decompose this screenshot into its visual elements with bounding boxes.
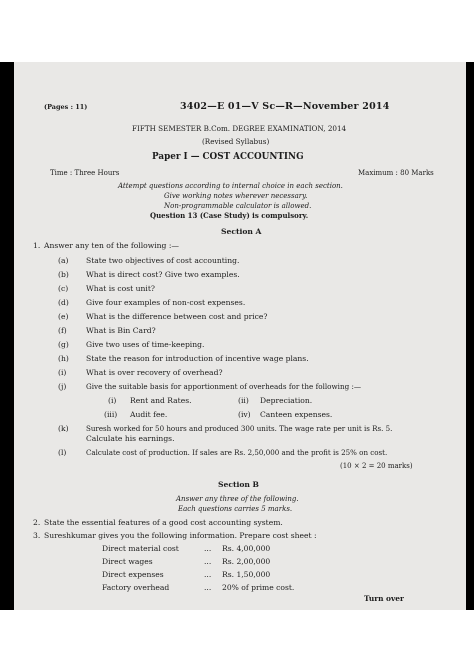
item-text: What is Bin Card?	[86, 326, 156, 335]
item-label: (d)	[58, 298, 69, 307]
top-margin	[0, 0, 474, 62]
subitem-text: Depreciation.	[260, 396, 313, 405]
paper-title: Paper I — COST ACCOUNTING	[152, 152, 304, 162]
instruction-4: Question 13 (Case Study) is compulsory.	[150, 211, 309, 220]
item-text: Give four examples of non-cost expenses.	[86, 298, 246, 307]
cost-row-dots: ...	[204, 570, 212, 579]
item-label: (i)	[58, 368, 67, 377]
section-b-title: Section B	[218, 480, 259, 489]
cost-row-value: 20% of prime cost.	[222, 583, 295, 592]
item-text: What is over recovery of overhead?	[86, 368, 223, 377]
semester-title: FIFTH SEMESTER B.Com. DEGREE EXAMINATION, 2014	[132, 124, 347, 133]
item-label: (j)	[58, 382, 67, 391]
exam-code: 3402—E 01—V Sc—R—November 2014	[180, 101, 390, 112]
subitem-text: Canteen expenses.	[260, 410, 333, 419]
item-text: What is cost unit?	[86, 284, 155, 293]
q3-text: Sureshkumar gives you the following information. Prepare cost sheet :	[44, 531, 317, 540]
item-label: (k)	[58, 424, 69, 433]
item-label: (b)	[58, 270, 69, 279]
cost-row-value: Rs. 2,00,000	[222, 557, 271, 566]
cost-row-value: Rs. 1,50,000	[222, 570, 271, 579]
cost-row-dots: ...	[204, 557, 212, 566]
section-a-title: Section A	[221, 227, 262, 236]
bottom-margin	[0, 610, 474, 670]
cost-row-dots: ...	[204, 583, 212, 592]
section-b-instruction-1: Answer any three of the following.	[176, 495, 299, 503]
instruction-2: Give working notes wherever necessary.	[164, 192, 308, 200]
subitem-label: (iv)	[238, 410, 251, 419]
cost-row-label: Direct expenses	[102, 570, 164, 579]
q2-text: State the essential features of a good cost accounting system.	[44, 518, 283, 527]
item-text: Give the suitable basis for apportionment of overheads for the following :—	[86, 382, 362, 391]
cost-row-label: Direct material cost	[102, 544, 179, 553]
item-text: Suresh worked for 50 hours and produced 300 units. The wage rate per unit is Rs. 5.	[86, 424, 393, 433]
item-text: Calculate cost of production. If sales are Rs. 2,50,000 and the profit is 25% on cost.	[86, 448, 388, 457]
item-text: State two objectives of cost accounting.	[86, 256, 240, 265]
item-label: (h)	[58, 354, 69, 363]
item-label: (g)	[58, 340, 69, 349]
exam-time: Time : Three Hours	[50, 169, 120, 177]
item-label: (e)	[58, 312, 69, 321]
item-label: (f)	[58, 326, 67, 335]
syllabus-note: (Revised Syllabus)	[202, 137, 270, 146]
subitem-text: Rent and Rates.	[130, 396, 192, 405]
section-b-instruction-2: Each questions carries 5 marks.	[178, 505, 293, 513]
subitem-text: Audit fee.	[130, 410, 168, 419]
page-count: (Pages : 11)	[44, 103, 88, 111]
q1-text: Answer any ten of the following :—	[44, 241, 179, 250]
cost-row-dots: ...	[204, 544, 212, 553]
q2-number: 2.	[33, 518, 41, 527]
item-text: State the reason for introduction of incentive wage plans.	[86, 354, 309, 363]
max-marks: Maximum : 80 Marks	[358, 169, 434, 177]
scanned-exam-page	[12, 62, 468, 610]
instruction-3: Non-programmable calculator is allowed.	[164, 202, 312, 210]
turn-over: Turn over	[364, 594, 404, 603]
item-text: What is the difference between cost and price?	[86, 312, 268, 321]
q3-number: 3.	[33, 531, 41, 540]
item-text-cont: Calculate his earnings.	[86, 434, 175, 443]
cost-row-value: Rs. 4,00,000	[222, 544, 271, 553]
q1-number: 1.	[33, 241, 41, 250]
item-label: (a)	[58, 256, 69, 265]
item-label: (l)	[58, 448, 67, 457]
cost-row-label: Factory overhead	[102, 583, 170, 592]
instruction-1: Attempt questions according to internal choice in each section.	[118, 182, 343, 190]
subitem-label: (ii)	[238, 396, 249, 405]
subitem-label: (i)	[108, 396, 117, 405]
subitem-label: (iii)	[104, 410, 118, 419]
cost-row-label: Direct wages	[102, 557, 153, 566]
item-label: (c)	[58, 284, 69, 293]
section-a-marks: (10 × 2 = 20 marks)	[340, 462, 413, 470]
item-text: Give two uses of time-keeping.	[86, 340, 205, 349]
item-text: What is direct cost? Give two examples.	[86, 270, 240, 279]
